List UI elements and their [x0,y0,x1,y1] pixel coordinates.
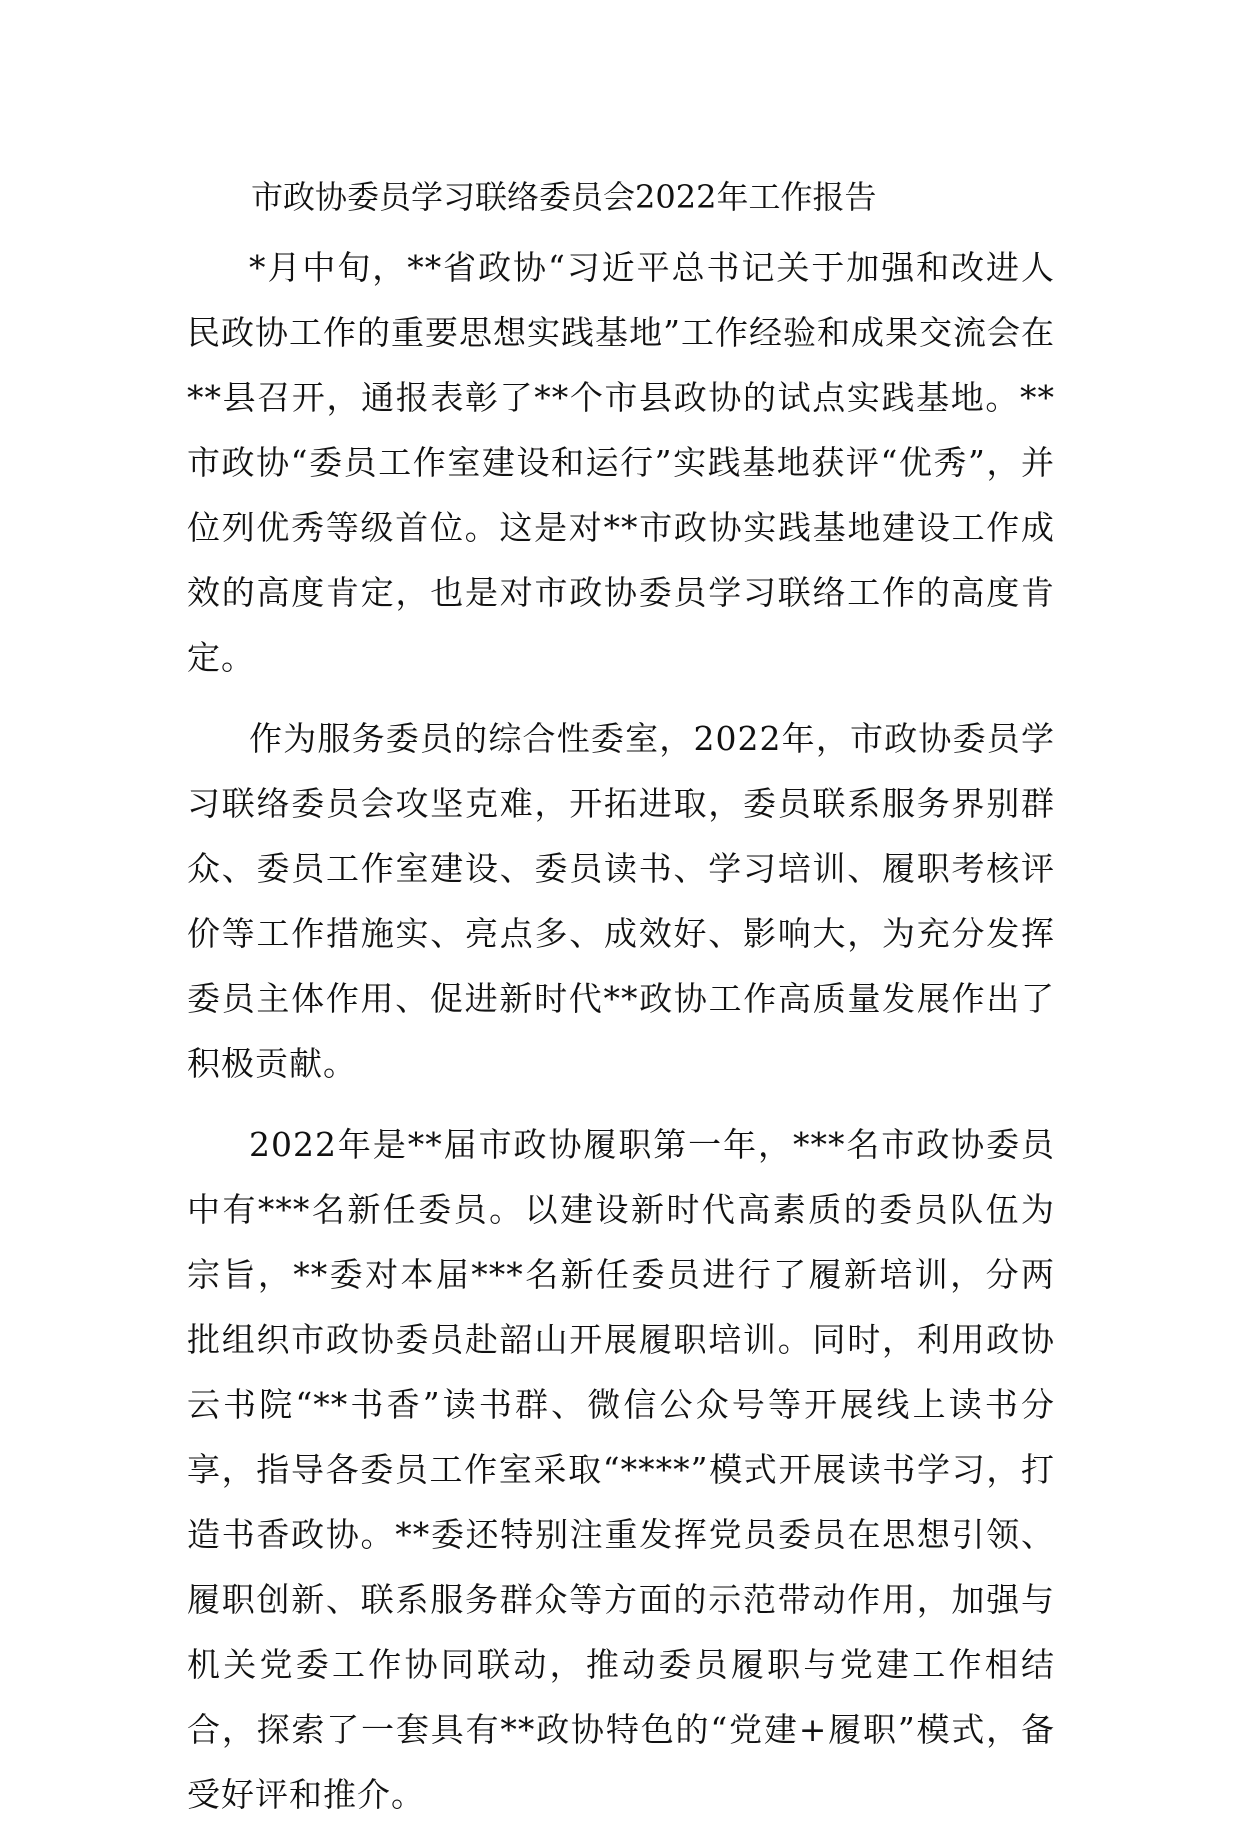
document-body [187,235,1055,1843]
paragraph-3: 2022年是**届市政协履职第一年，***名市政协委员中有***名新任委员。以建设新时代高素质的委员队伍为宗旨，**委对本届***名新任委员进行了履新培训，分两批组织市政协委员赴韶山开展履职培训。同时，利用政协云书院“**书香”读书群、微信公众号等开展线上读书分享，指导各委员工作室采取“****”模式开展读书学习，打造书香政协。**委还特别注重发挥党员委员在思想引领、履职创新、联系服务群众等方面的示范带动作用，加强与机关党委工作协同联动，推动委员履职与党建工作相结合，探索了一套具有**政协特色的“党建+履职”模式，备受好评和推介。 [187,1125,1055,1814]
paragraph-2: 作为服务委员的综合性委室，2022年，市政协委员学习联络委员会攻坚克难，开拓进取，委员联系服务界别群众、委员工作室建设、委员读书、学习培训、履职考核评价等工作措施实、亮点多、成效好、影响大，为充分发挥委员主体作用、促进新时代**政协工作高质量发展作出了积极贡献。 [187,719,1055,1083]
paragraph-1: *月中旬，**省政协“习近平总书记关于加强和改进人民政协工作的重要思想实践基地”工作经验和成果交流会在**县召开，通报表彰了**个市县政协的试点实践基地。**市政协“委员工作室建设和运行”实践基地获评“优秀”，并位列优秀等级首位。这是对**市政协实践基地建设工作成效的高度肯定，也是对市政协委员学习联络工作的高度肯定。 [187,248,1055,677]
document-title: 市政协委员学习联络委员会2022年工作报告 [251,178,877,216]
